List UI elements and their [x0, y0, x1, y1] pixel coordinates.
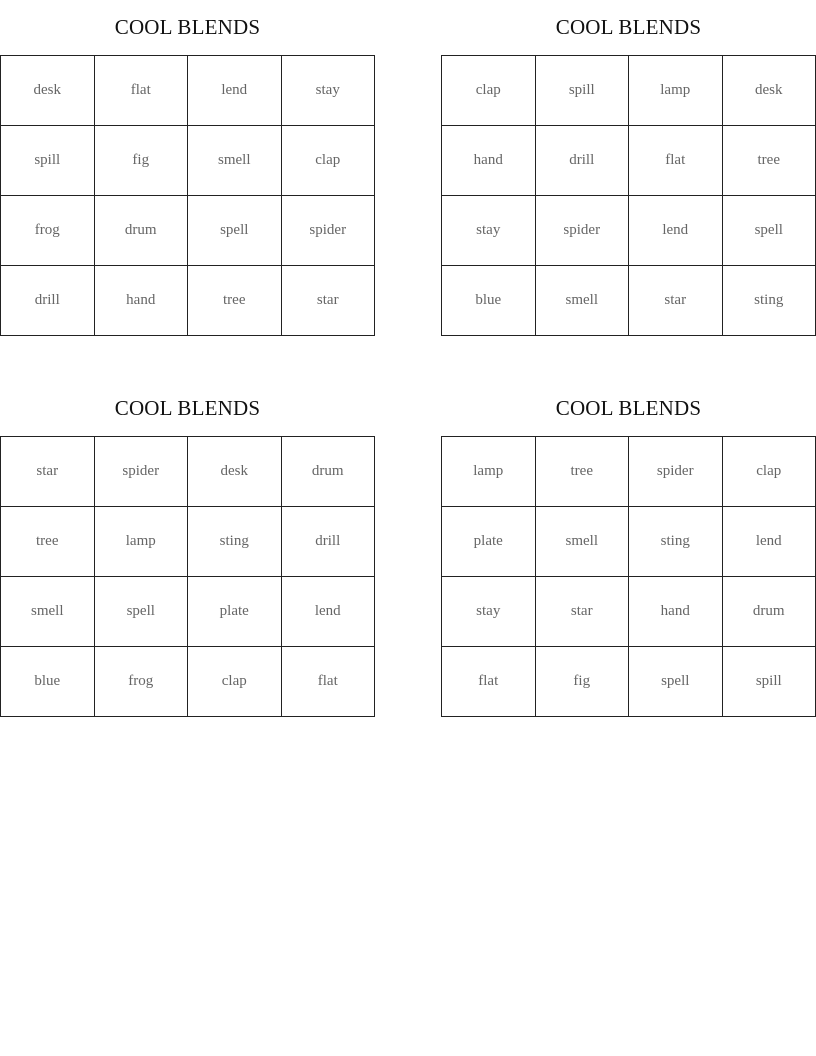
bingo-card-1 — [0, 12, 375, 336]
grid-cell-word: plate — [188, 577, 282, 647]
grid-cell-word: frog — [95, 647, 189, 717]
word-grid — [0, 436, 375, 717]
grid-cell-word: desk — [188, 437, 282, 507]
bingo-card-2 — [441, 12, 816, 336]
card-title: COOL BLENDS — [555, 15, 702, 39]
grid-cell-word: stay — [442, 196, 536, 266]
word-grid — [441, 436, 816, 717]
grid-cell-word: fig — [95, 126, 189, 196]
grid-cell-word: lend — [629, 196, 723, 266]
grid-cell-word: drill — [536, 126, 630, 196]
grid-cell-word: sting — [188, 507, 282, 577]
grid-cell-word: tree — [723, 126, 816, 196]
grid-cell-word: clap — [442, 56, 536, 126]
grid-cell-word: smell — [1, 577, 95, 647]
grid-cell-word: spider — [629, 437, 723, 507]
bingo-card-3 — [0, 393, 375, 717]
word-grid — [441, 55, 816, 336]
grid-cell-word: clap — [282, 126, 376, 196]
grid-cell-word: clap — [723, 437, 816, 507]
grid-cell-word: flat — [629, 126, 723, 196]
grid-cell-word: flat — [95, 56, 189, 126]
grid-cell-word: blue — [442, 266, 536, 336]
grid-cell-word: blue — [1, 647, 95, 717]
grid-cell-word: smell — [536, 507, 630, 577]
grid-cell-word: drum — [95, 196, 189, 266]
grid-cell-word: stay — [442, 577, 536, 647]
grid-cell-word: plate — [442, 507, 536, 577]
grid-cell-word: spill — [536, 56, 630, 126]
grid-cell-word: spill — [1, 126, 95, 196]
grid-cell-word: hand — [629, 577, 723, 647]
grid-cell-word: spell — [188, 196, 282, 266]
grid-cell-word: spell — [723, 196, 816, 266]
card-title: COOL BLENDS — [114, 15, 261, 39]
card-title: COOL BLENDS — [114, 396, 261, 420]
card-title: COOL BLENDS — [555, 396, 702, 420]
grid-cell-word: star — [282, 266, 376, 336]
grid-cell-word: tree — [536, 437, 630, 507]
grid-cell-word: flat — [282, 647, 376, 717]
grid-cell-word: sting — [723, 266, 816, 336]
grid-cell-word: spell — [95, 577, 189, 647]
grid-cell-word: lend — [282, 577, 376, 647]
grid-cell-word: hand — [442, 126, 536, 196]
grid-cell-word: drum — [282, 437, 376, 507]
grid-cell-word: star — [536, 577, 630, 647]
grid-cell-word: frog — [1, 196, 95, 266]
grid-cell-word: drill — [282, 507, 376, 577]
grid-cell-word: tree — [1, 507, 95, 577]
grid-cell-word: desk — [1, 56, 95, 126]
grid-cell-word: stay — [282, 56, 376, 126]
grid-cell-word: hand — [95, 266, 189, 336]
grid-cell-word: star — [1, 437, 95, 507]
grid-cell-word: spider — [536, 196, 630, 266]
grid-cell-word: flat — [442, 647, 536, 717]
grid-cell-word: spider — [282, 196, 376, 266]
grid-cell-word: drum — [723, 577, 816, 647]
grid-cell-word: lend — [188, 56, 282, 126]
bingo-card-4 — [441, 393, 816, 717]
grid-cell-word: spell — [629, 647, 723, 717]
grid-cell-word: drill — [1, 266, 95, 336]
grid-cell-word: desk — [723, 56, 816, 126]
grid-cell-word: smell — [536, 266, 630, 336]
grid-cell-word: lamp — [629, 56, 723, 126]
grid-cell-word: lamp — [95, 507, 189, 577]
grid-cell-word: spill — [723, 647, 816, 717]
grid-cell-word: star — [629, 266, 723, 336]
word-grid — [0, 55, 375, 336]
grid-cell-word: spider — [95, 437, 189, 507]
grid-cell-word: clap — [188, 647, 282, 717]
grid-cell-word: lamp — [442, 437, 536, 507]
grid-cell-word: sting — [629, 507, 723, 577]
grid-cell-word: fig — [536, 647, 630, 717]
grid-cell-word: lend — [723, 507, 816, 577]
grid-cell-word: smell — [188, 126, 282, 196]
grid-cell-word: tree — [188, 266, 282, 336]
